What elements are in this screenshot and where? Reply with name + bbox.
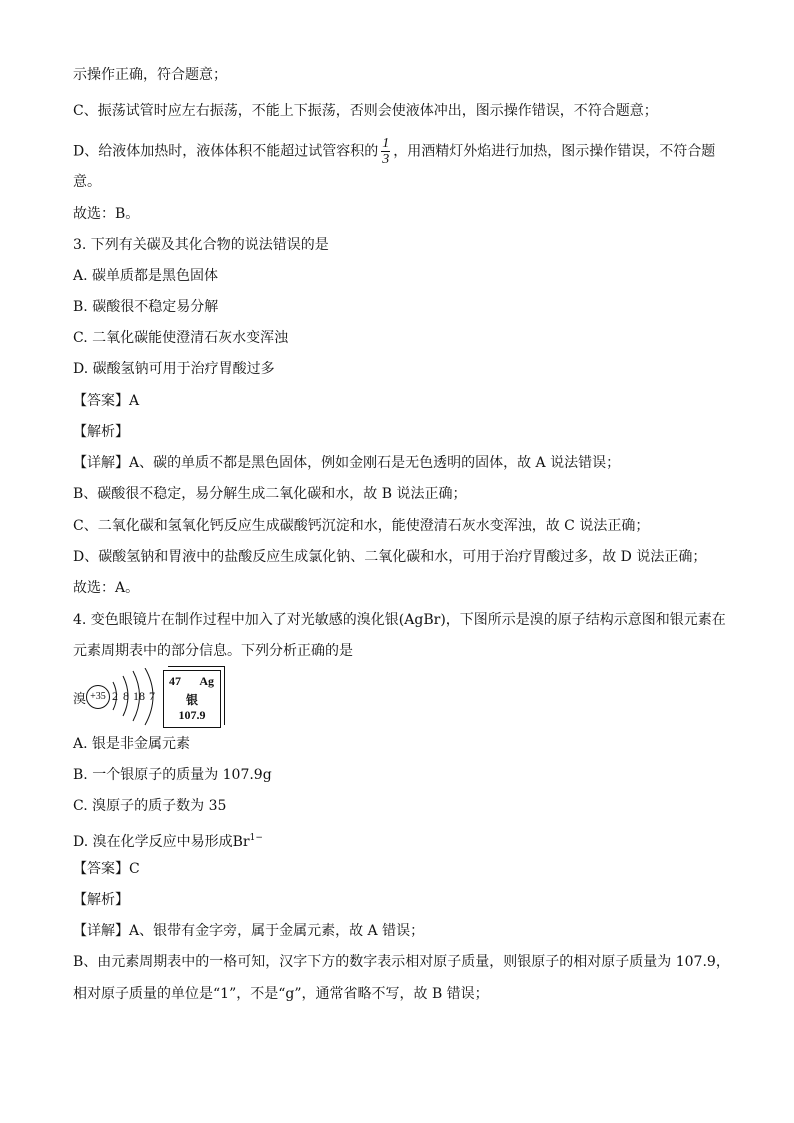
atomic-mass: 107.9 — [178, 708, 206, 722]
shell-electrons: 7 — [149, 689, 155, 703]
option-d: D. 碳酸氢钠可用于治疗胃酸过多 — [73, 361, 275, 377]
text-line: C、二氧化碳和氢氧化钙反应生成碳酸钙沉淀和水，能使澄清石灰水变浑浊，故 C 说法正确； — [73, 518, 650, 534]
atom-label: 溴 — [73, 692, 87, 707]
question-title: 3. 下列有关碳及其化合物的说法错误的是 — [73, 237, 329, 253]
answer-label: 【答案】A — [73, 393, 140, 409]
text-line: 相对原子质量的单位是“1”，不是“g”，通常省略不写，故 B 错误； — [73, 986, 489, 1002]
option-b: B. 一个银原子的质量为 107.9g — [73, 767, 272, 783]
option-a: A. 银是非金属元素 — [73, 736, 191, 752]
option-a: A. 碳单质都是黑色固体 — [73, 268, 219, 284]
atomic-number: 47 — [169, 674, 181, 688]
text-line: C、振荡试管时应左右振荡，不能上下振荡，否则会使液体冲出，图示操作错误，不符合题意； — [73, 103, 658, 119]
text-line: 故选：B。 — [73, 206, 140, 222]
text-line: B、由元素周期表中的一格可知，汉字下方的数字表示相对原子质量，则银原子的相对原子质量为 107.9， — [73, 954, 730, 970]
fraction — [381, 136, 390, 167]
option-c: C. 二氧化碳能使澄清石灰水变浑浊 — [73, 330, 289, 346]
fraction-denominator: 3 — [382, 152, 390, 167]
shell-electrons: 8 — [123, 689, 129, 703]
text-line: 【详解】A、银带有金字旁，属于金属元素，故 A 错误； — [73, 923, 425, 939]
option-c: C. 溴原子的质子数为 35 — [73, 798, 227, 814]
text-line: 故选：A。 — [73, 580, 140, 596]
ion-charge: 1− — [249, 833, 263, 843]
text-line: 元素周期表中的部分信息。下列分析正确的是 — [73, 643, 353, 659]
shell-electrons: 18 — [133, 689, 145, 703]
text-line: 【详解】A、碳的单质不都是黑色固体，例如金刚石是无色透明的固体，故 A 说法错误； — [73, 455, 621, 471]
question-title: 4. 变色眼镜片在制作过程中加入了对光敏感的溴化银(AgBr)，下图所示是溴的原子结构示意图和银元素在 — [73, 612, 726, 628]
element-name: 银 — [185, 693, 198, 707]
analysis-label: 【解析】 — [73, 892, 129, 908]
text-line: B、碳酸很不稳定，易分解生成二氧化碳和水，故 B 说法正确； — [73, 486, 467, 502]
text-fragment: D、给液体加热时，液体体积不能超过试管容积的 — [73, 143, 379, 160]
text-fragment: ，用酒精灯外焰进行加热，图示操作错误，不符合题 — [393, 143, 716, 160]
text-fragment: D. 溴在化学反应中易形成Br — [73, 834, 250, 850]
text-line: 示操作正确，符合题意； — [73, 67, 227, 83]
nucleus: +35 — [86, 685, 110, 709]
text-line: 意。 — [73, 174, 101, 190]
option-d — [73, 829, 263, 851]
analysis-label: 【解析】 — [73, 424, 129, 440]
shell-electrons: 2 — [112, 689, 118, 703]
option-b: B. 碳酸很不稳定易分解 — [73, 299, 219, 315]
fraction-numerator: 1 — [382, 136, 390, 151]
element-symbol: Ag — [199, 674, 214, 688]
text-line: D、碳酸氢钠和胃液中的盐酸反应生成氯化钠、二氧化碳和水，可用于治疗胃酸过多，故 D 说法正确； — [73, 549, 707, 565]
silver-element-card — [163, 670, 221, 728]
answer-label: 【答案】C — [73, 861, 140, 877]
text-line — [73, 136, 715, 167]
